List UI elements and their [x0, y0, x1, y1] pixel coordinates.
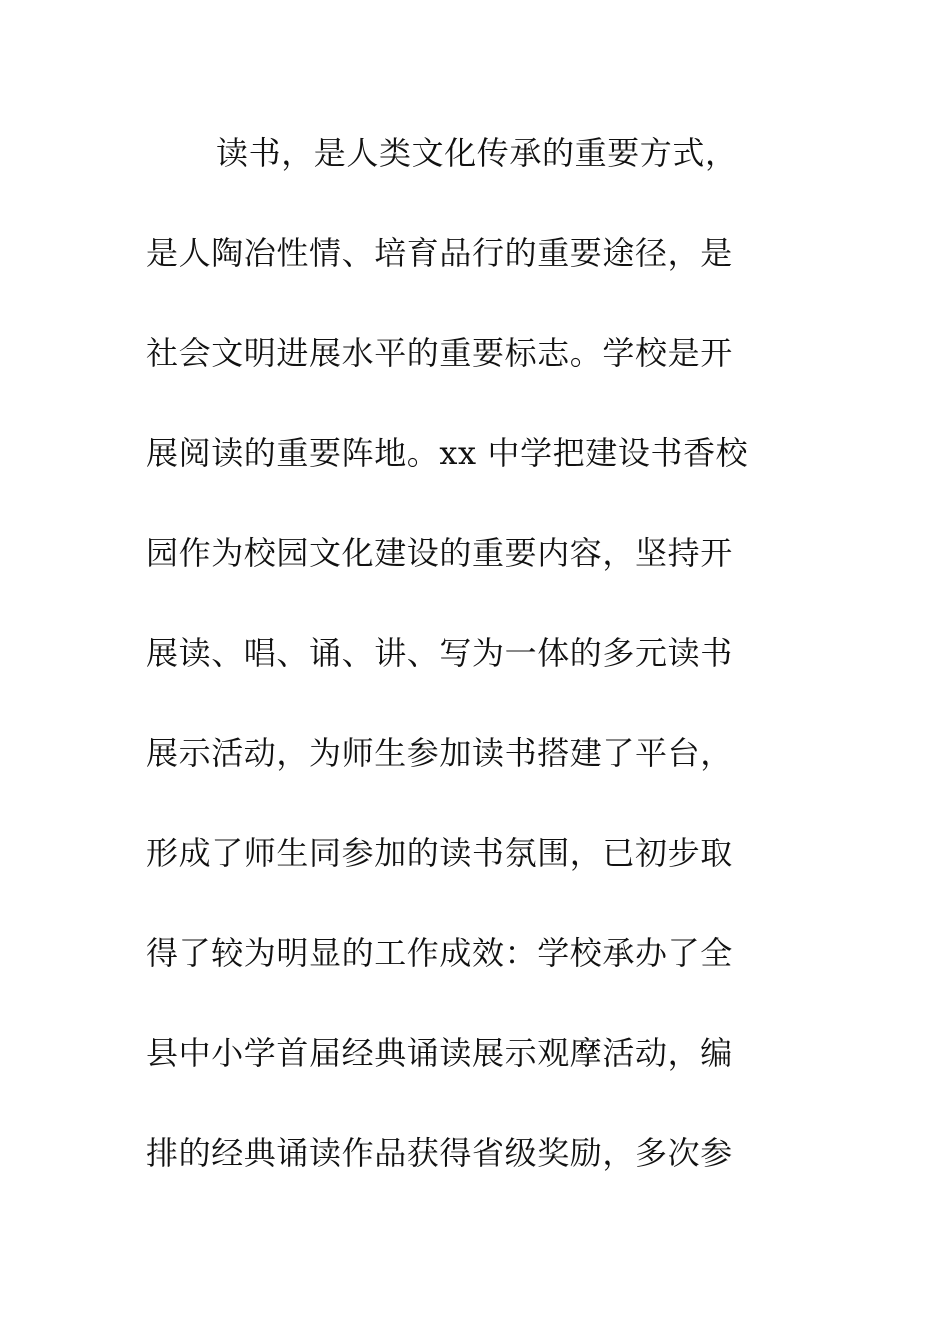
paragraph-line: 社会文明进展水平的重要标志。学校是开 — [146, 334, 733, 372]
paragraph-line: 得了较为明显的工作成效：学校承办了全 — [146, 934, 733, 972]
body-paragraph — [146, 122, 806, 1222]
paragraph-line: 读书，是人类文化传承的重要方式， — [216, 134, 738, 172]
paragraph-line: 排的经典诵读作品获得省级奖励，多次参 — [146, 1134, 733, 1172]
paragraph-line: 县中小学首届经典诵读展示观摩活动，编 — [146, 1034, 733, 1072]
paragraph-line: 展读、唱、诵、讲、写为一体的多元读书 — [146, 634, 733, 672]
paragraph-line: 展示活动，为师生参加读书搭建了平台， — [146, 734, 733, 772]
paragraph-line: 形成了师生同参加的读书氛围，已初步取 — [146, 834, 733, 872]
paragraph-line: 展阅读的重要阵地。xx 中学把建设书香校 — [146, 434, 749, 472]
paragraph-line: 园作为校园文化建设的重要内容，坚持开 — [146, 534, 733, 572]
paragraph-line: 是人陶冶性情、培育品行的重要途径，是 — [146, 234, 733, 272]
